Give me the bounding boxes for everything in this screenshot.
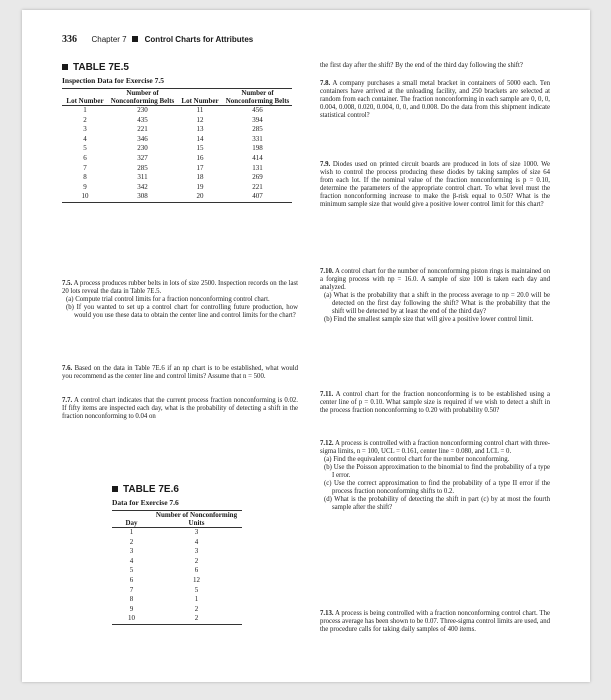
table-cell: 327 [137,153,148,162]
square-bullet-icon [132,36,138,42]
table-cell: 456 [252,106,263,114]
table-row [62,183,292,193]
table-cell: 3 [194,547,199,556]
table-row [112,538,242,548]
col-nonconforming-units: Number of Nonconforming Units [151,511,242,528]
col-lot-number-1: Lot Number [62,89,108,106]
table-row [112,586,242,596]
exercise-7-13: 7.13. A process is being controlled with a fraction nonconforming control chart. The process average has been shown to be 0.07. Three-sigma control limits are used, and the procedure calls for taking daily samples of 400 items. [320,610,550,634]
col-nonconforming-2: Number of Nonconforming Belts [223,89,292,106]
table-cell: 19 [196,182,204,191]
table-row [62,135,292,145]
table-cell: 1 [83,106,87,114]
table-cell: 8 [83,173,87,182]
table-7e5-title: TABLE 7E.5 [62,62,129,73]
table-cell: 18 [196,173,204,182]
table-cell: 311 [137,173,148,182]
table-cell: 5 [83,144,87,153]
table-cell: 285 [252,125,263,134]
table-cell: 20 [177,192,223,202]
exercise-7-9: 7.9. Diodes used on printed circuit boards are produced in lots of size 1000. We wish to control the process producing these diodes by taking samples of size 64 from each lot. If the nominal value of the fraction nonconforming is p = 0.10, determine the parameters of the appropriate control chart. To what level must the fraction nonconforming increase to make the β-risk equal to 0.50? What is the minimum sample size that would give a positive lower control limit for this chart? [320,161,550,209]
table-cell: 2 [194,556,199,565]
table-7e6-title: TABLE 7E.6 [112,484,179,495]
table-cell: 6 [129,575,134,584]
table-cell: 5 [194,585,199,594]
table-cell: 10 [112,614,151,624]
table-cell: 342 [137,182,148,191]
exercise-7-10: 7.10. A control chart for the number of nonconforming piston rings is maintained on a forging process with np = 16.0. A sample of size 100 is taken each day and analyzed. (a) What is the probability that a shift in the process average to np = 20.0 will be detected on the first day following the shift? What is the probability that the shift will be detected by at least the end of the third day? (b) Find the smallest sample size that will give a positive lower control limit. [320,268,550,324]
col-lot-number-2: Lot Number [177,89,223,106]
table-cell: 13 [196,125,204,134]
table-7e5-caption: Inspection Data for Exercise 7.5 [62,76,165,85]
table-cell: 269 [252,173,263,182]
table-row [62,192,292,202]
table-row [62,125,292,135]
table-cell: 4 [194,537,199,546]
table-row [112,547,242,557]
table-row [112,566,242,576]
exercise-7-7: 7.7. A control chart indicates that the current process fraction nonconforming is 0.02. If fifty items are inspected each day, what is the probability of detecting a shift in the fraction nonconforming to 0.04 on [62,397,299,421]
table-cell: 14 [196,134,204,143]
table-cell: 7 [129,585,134,594]
exercise-7-7-continued: the first day after the shift? By the end of the third day following the shift? [320,62,523,69]
table-row [62,164,292,174]
exercise-7-5: 7.5. A process produces rubber belts in lots of size 2500. Inspection records on the last 20 lots reveal the data in Table 7E.5. (a) Compute trial control limits for a fraction nonconforming control chart. (b) If you wanted to set up a control chart for controlling future production, how would you use these data to obtain the center line and control limits for the chart? [62,280,298,320]
table-cell: 2 [83,115,87,124]
table-cell: 16 [196,153,204,162]
table-cell: 198 [252,144,263,153]
table-cell: 3 [194,528,199,536]
table-cell: 435 [137,115,148,124]
table-cell: 394 [252,115,263,124]
table-cell: 414 [252,153,263,162]
page-number: 336 [62,34,77,45]
table-cell: 6 [194,566,199,575]
table-cell: 2 [151,614,242,624]
table-cell: 331 [252,134,263,143]
chapter-title: Control Charts for Attributes [144,35,254,44]
table-cell: 1 [194,595,199,604]
table-cell: 7 [83,163,87,172]
table-cell: 5 [129,566,134,575]
table-cell: 11 [196,106,204,114]
table-row [62,116,292,126]
table-row [62,154,292,164]
table-cell: 9 [129,604,134,613]
table-cell: 17 [196,163,204,172]
exercise-7-12: 7.12. A process is controlled with a fraction nonconforming control chart with three-sigma limits, n = 100, UCL = 0.161, center line = 0.080, and LCL = 0. (a) Find the equivalent control chart for the number nonconforming. (b) Use the Poisson approximation to the binomial to find the probability of a type I error. (c) Use the correct approximation to find the probability of a type II error if the process fraction nonconforming shifts to 0.2. (d) What is the probability of detecting the shift in part (c) by at most the fourth sample after the shift? [320,440,551,512]
table-cell: 285 [137,163,148,172]
table-cell: 15 [196,144,204,153]
table-cell: 407 [223,192,292,202]
table-cell: 230 [137,144,148,153]
table-cell: 3 [129,547,134,556]
table-cell: 3 [83,125,87,134]
table-row [112,576,242,586]
chapter-label: Chapter 7 [91,35,127,44]
table-row [62,173,292,183]
table-row [112,614,242,624]
table-cell: 9 [83,182,87,191]
table-cell: 221 [137,125,148,134]
table-cell: 308 [108,192,177,202]
exercise-7-11: 7.11. A control chart for the fraction nonconforming is to be established using a center line of p = 0.10. What sample size is required if we wish to detect a shift in the process fraction nonconforming to 0.20 with probability 0.50? [320,391,550,415]
table-row [112,605,242,615]
table-cell: 12 [193,575,200,584]
table-row [112,528,242,538]
textbook-page [22,10,590,682]
table-cell: 1 [129,528,134,536]
table-7e5 [62,88,292,203]
table-cell: 346 [137,134,148,143]
table-7e6-caption: Data for Exercise 7.6 [112,498,179,507]
table-cell: 230 [137,106,148,114]
table-row [62,106,292,116]
square-bullet-icon [112,486,118,492]
table-row [62,144,292,154]
table-cell: 4 [129,556,134,565]
square-bullet-icon [62,64,68,70]
table-row [112,595,242,605]
table-row [112,557,242,567]
table-cell: 12 [196,115,204,124]
table-cell: 10 [62,192,108,202]
table-cell: 131 [252,163,263,172]
running-header [62,34,253,45]
table-cell: 4 [83,134,87,143]
col-day: Day [112,511,151,528]
exercise-7-8: 7.8. A company purchases a small metal bracket in containers of 5000 each. Ten containers have arrived at the unloading facility, and 250 brackets are selected at random from each container. The fraction nonconforming in each sample are 0, 0, 0, 0.004, 0.008, 0.020, 0.004, 0, 0, and 0.008. Do the data from this shipment indicate statistical control? [320,80,550,120]
col-nonconforming-1: Number of Nonconforming Belts [108,89,177,106]
table-cell: 6 [83,153,87,162]
table-cell: 2 [129,537,134,546]
exercise-7-6: 7.6. Based on the data in Table 7E.6 if an np chart is to be established, what would you recommend as the center line and control limits? Assume that n = 500. [62,365,298,381]
table-cell: 221 [252,182,263,191]
table-7e6 [112,510,242,625]
table-cell: 2 [194,604,199,613]
table-cell: 8 [129,595,134,604]
